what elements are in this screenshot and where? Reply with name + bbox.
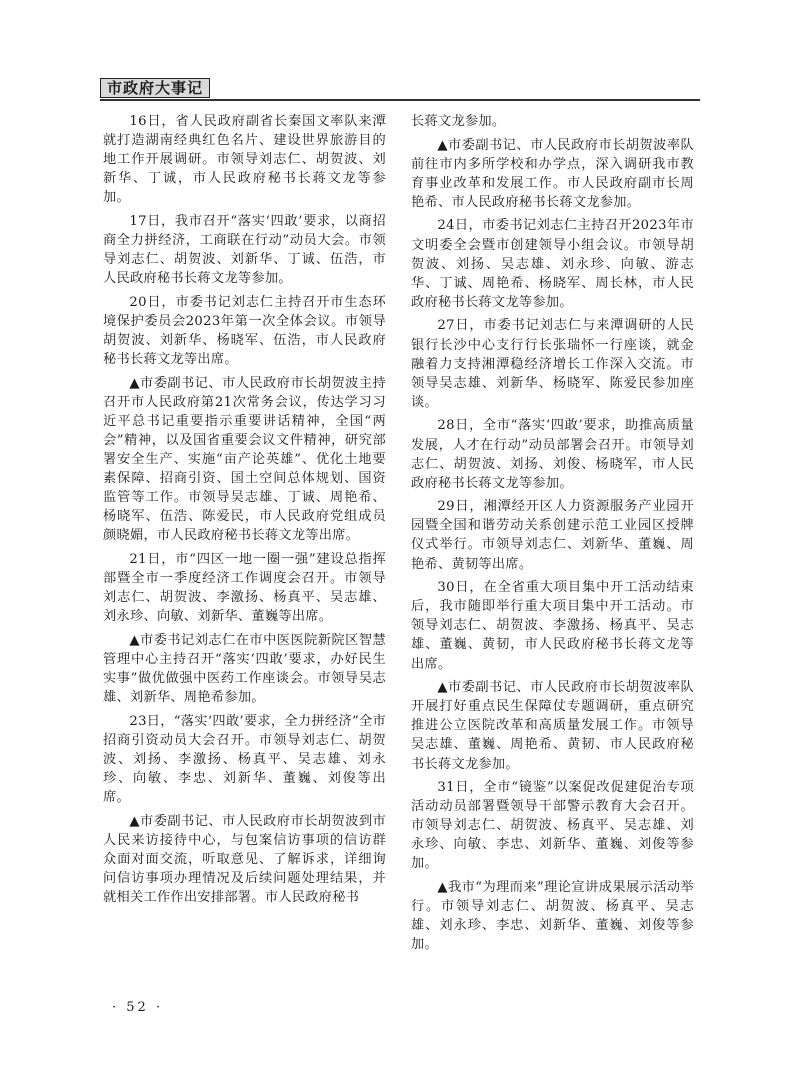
right-column — [411, 112, 694, 954]
event-paragraph: 20日，市委书记刘志仁主持召开市生态环境保护委员会2023年第一次全体会议。市领导胡贺波、刘新华、杨晓军、伍浩，市人民政府秘书长蒋文龙等出席。 — [103, 294, 386, 368]
event-paragraph: ▲市委副书记、市人民政府市长胡贺波率队开展打好重点民生保障仗专题调研，重点研究推进公立医院改革和高质量发展工作。市领导吴志雄、董巍、周艳希、黄韧、市人民政府秘书长蒋文龙参加。 — [411, 680, 694, 772]
page-number: · 52 · — [112, 1000, 164, 1015]
event-paragraph: 27日，市委书记刘志仁与来潭调研的人民银行长沙中心支行行长张瑞怀一行座谈，就金融着力支持湘潭稳经济增长工作深入交流。市领导吴志雄、刘新华、杨晓军、陈爱民参加座谈。 — [411, 318, 694, 410]
event-paragraph: ▲我市“为理而来”理论宣讲成果展示活动举行。市领导刘志仁、胡贺波、杨真平、吴志雄、刘永珍、李忠、刘新华、董巍、刘俊等参加。 — [411, 880, 694, 953]
section-title: 市政府大事记 — [100, 78, 210, 98]
event-paragraph: ▲市委副书记、市人民政府市长胡贺波主持召开市人民政府第21次常务会议，传达学习习近平总书记重要指示重要讲话精神，全国“两会”精神，以及国省重要会议文件精神，研究部署安全生产、实施“亩产论英雄”、优化土地要素保障、招商引资、国土空间总体规划、国资监管等工作。市领导吴志雄、丁诚、周艳希、杨晓军、伍浩、陈爱民，市人民政府党组成员颜晓媚，市人民政府秘书长蒋文龙等出席。 — [103, 375, 386, 544]
header-rule — [100, 99, 700, 101]
article-body — [103, 112, 693, 992]
section-header — [100, 78, 700, 98]
event-paragraph: 31日，全市“镜鉴”以案促改促建促治专项活动动员部署暨领导干部警示教育大会召开。市领导刘志仁、胡贺波、杨真平、吴志雄、刘永珍、向敏、李忠、刘新华、董巍、刘俊等参加。 — [411, 780, 694, 872]
event-paragraph: 21日，市“四区一地一圈一强”建设总指挥部暨全市一季度经济工作调度会召开。市领导刘志仁、胡贺波、李激扬、杨真平、吴志雄、刘永珍、向敏、刘新华、董巍等出席。 — [103, 552, 386, 625]
event-paragraph: 23日，“落实‘四敢’要求，全力拼经济”全市招商引资动员大会召开。市领导刘志仁、胡贺波、刘扬、李激扬、杨真平、吴志雄、刘永珍、向敏、李忠、刘新华、董巍、刘俊等出席。 — [103, 713, 386, 806]
event-paragraph: ▲市委书记刘志仁在市中医医院新院区智慧管理中心主持召开“落实‘四敢’要求，办好民生实事”做优做强中医药工作座谈会。市领导吴志雄、刘新华、周艳希参加。 — [103, 632, 386, 706]
event-paragraph-continued: 长蒋文龙参加。 — [411, 114, 506, 129]
event-paragraph: 30日，在全省重大项目集中开工活动结束后，我市随即举行重大项目集中开工活动。市领导刘志仁、胡贺波、李激扬、杨真平、吴志雄、董巍、黄韧，市人民政府秘书长蒋文龙等出席。 — [411, 580, 694, 672]
left-column — [103, 112, 386, 907]
event-paragraph: 24日，市委书记刘志仁主持召开2023年市文明委全会暨市创建领导小组会议。市领导胡贺波、刘扬、吴志雄、刘永珍、向敏、游志华、丁诚、周艳希、杨晓军、周长林，市人民政府秘书长蒋文龙等参加。 — [411, 218, 694, 310]
event-paragraph: 17日，我市召开“落实‘四敢’要求，以商招商全力拼经济，工商联在行动”动员大会。市领导刘志仁、胡贺波、刘新华、丁诚、伍浩，市人民政府秘书长蒋文龙等参加。 — [103, 213, 386, 287]
event-paragraph: ▲市委副书记、市人民政府市长胡贺波率队前往市内多所学校和办学点，深入调研我市教育事业改革和发展工作。市人民政府副市长周艳希、市人民政府秘书长蒋文龙参加。 — [411, 137, 694, 210]
event-paragraph: 28日，全市“落实‘四敢’要求，助推高质量发展，人才在行动”动员部署会召开。市领导刘志仁、胡贺波、刘扬、刘俊、杨晓军，市人民政府秘书长蒋文龙等参加。 — [411, 418, 694, 491]
event-paragraph: 29日，湘潭经开区人力资源服务产业园开园暨全国和谐劳动关系创建示范工业园区授牌仪式举行。市领导刘志仁、刘新华、董巍、周艳希、黄韧等出席。 — [411, 499, 694, 572]
event-paragraph: 16日，省人民政府副省长秦国文率队来潭就打造湖南经典红色名片、建设世界旅游目的地工作开展调研。市领导刘志仁、胡贺波、刘新华、丁诚，市人民政府秘书长蒋文龙等参加。 — [103, 114, 386, 206]
event-paragraph: ▲市委副书记、市人民政府市长胡贺波到市人民来访接待中心，与包案信访事项的信访群众面对面交流，听取意见、了解诉求，详细询问信访事项办理情况及后续问题处理结果，并就相关工作作出安排部署。市人民政府秘书 — [103, 813, 386, 906]
